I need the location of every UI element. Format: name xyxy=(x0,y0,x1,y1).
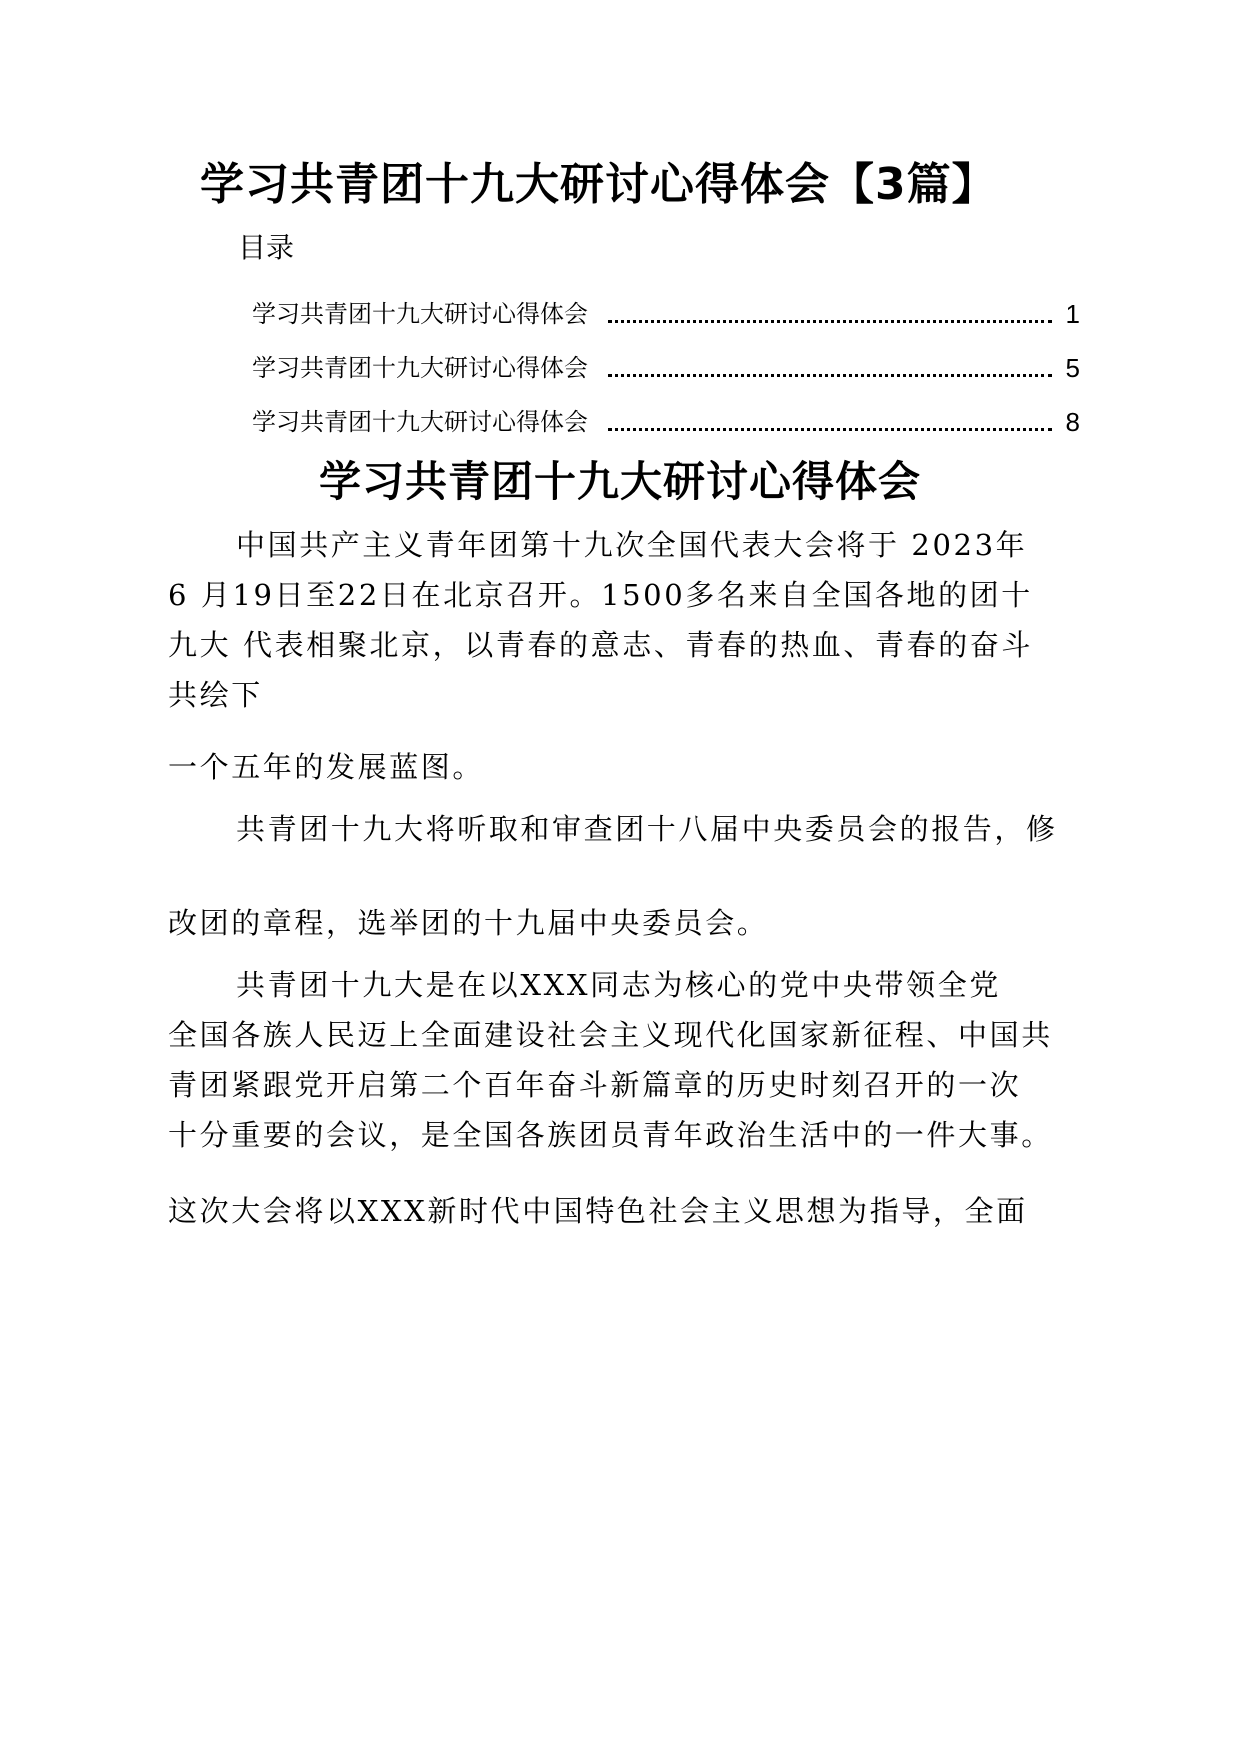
toc-entry-1[interactable] xyxy=(252,290,1080,330)
body-line: 全国各族人民迈上全面建设社会主义现代化国家新征程、中国共 xyxy=(168,1018,1053,1052)
body-line: 一个五年的发展蓝图。 xyxy=(168,750,485,784)
toc-entry-2[interactable] xyxy=(252,344,1080,384)
body-line: 青团紧跟党开启第二个百年奋斗新篇章的历史时刻召开的一次 xyxy=(168,1068,1022,1102)
body-line: 共绘下 xyxy=(168,678,263,712)
toc-entry-3[interactable] xyxy=(252,398,1080,438)
section-title: 学习共青团十九大研讨心得体会 xyxy=(318,457,921,506)
toc-entry-page-number: 5 xyxy=(1065,353,1080,383)
toc-heading: 目录 xyxy=(238,231,295,264)
toc-entry-label: 学习共青团十九大研讨心得体会 xyxy=(252,408,588,436)
toc-entry-label: 学习共青团十九大研讨心得体会 xyxy=(252,300,588,328)
body-line: 共青团十九大将听取和审查团十八届中央委员会的报告，修 xyxy=(236,812,1058,846)
body-text xyxy=(168,520,1080,1236)
document-title: 学习共青团十九大研讨心得体会【3篇】 xyxy=(200,159,997,210)
body-line: 改团的章程，选举团的十九届中央委员会。 xyxy=(168,906,769,940)
toc-dot-leader xyxy=(608,428,1052,431)
body-line: 九大 代表相聚北京，以青春的意志、青春的热血、青春的奋斗 xyxy=(168,628,1034,662)
toc-entry-page-number: 1 xyxy=(1065,299,1080,329)
toc-entry-label: 学习共青团十九大研讨心得体会 xyxy=(252,354,588,382)
toc-dot-leader xyxy=(608,320,1052,323)
toc-entry-page-number: 8 xyxy=(1065,407,1080,437)
toc-dot-leader xyxy=(608,374,1052,377)
body-line: 共青团十九大是在以XXX同志为核心的党中央带领全党 xyxy=(236,968,1001,1002)
body-line: 这次大会将以XXX新时代中国特色社会主义思想为指导，全面 xyxy=(168,1194,1028,1228)
body-line: 十分重要的会议，是全国各族团员青年政治生活中的一件大事。 xyxy=(168,1118,1053,1152)
body-line: 中国共产主义青年团第十九次全国代表大会将于 2023年 xyxy=(236,528,1028,562)
body-line: 6 月19日至22日在北京召开。1500多名来自全国各地的团十 xyxy=(168,578,1033,612)
